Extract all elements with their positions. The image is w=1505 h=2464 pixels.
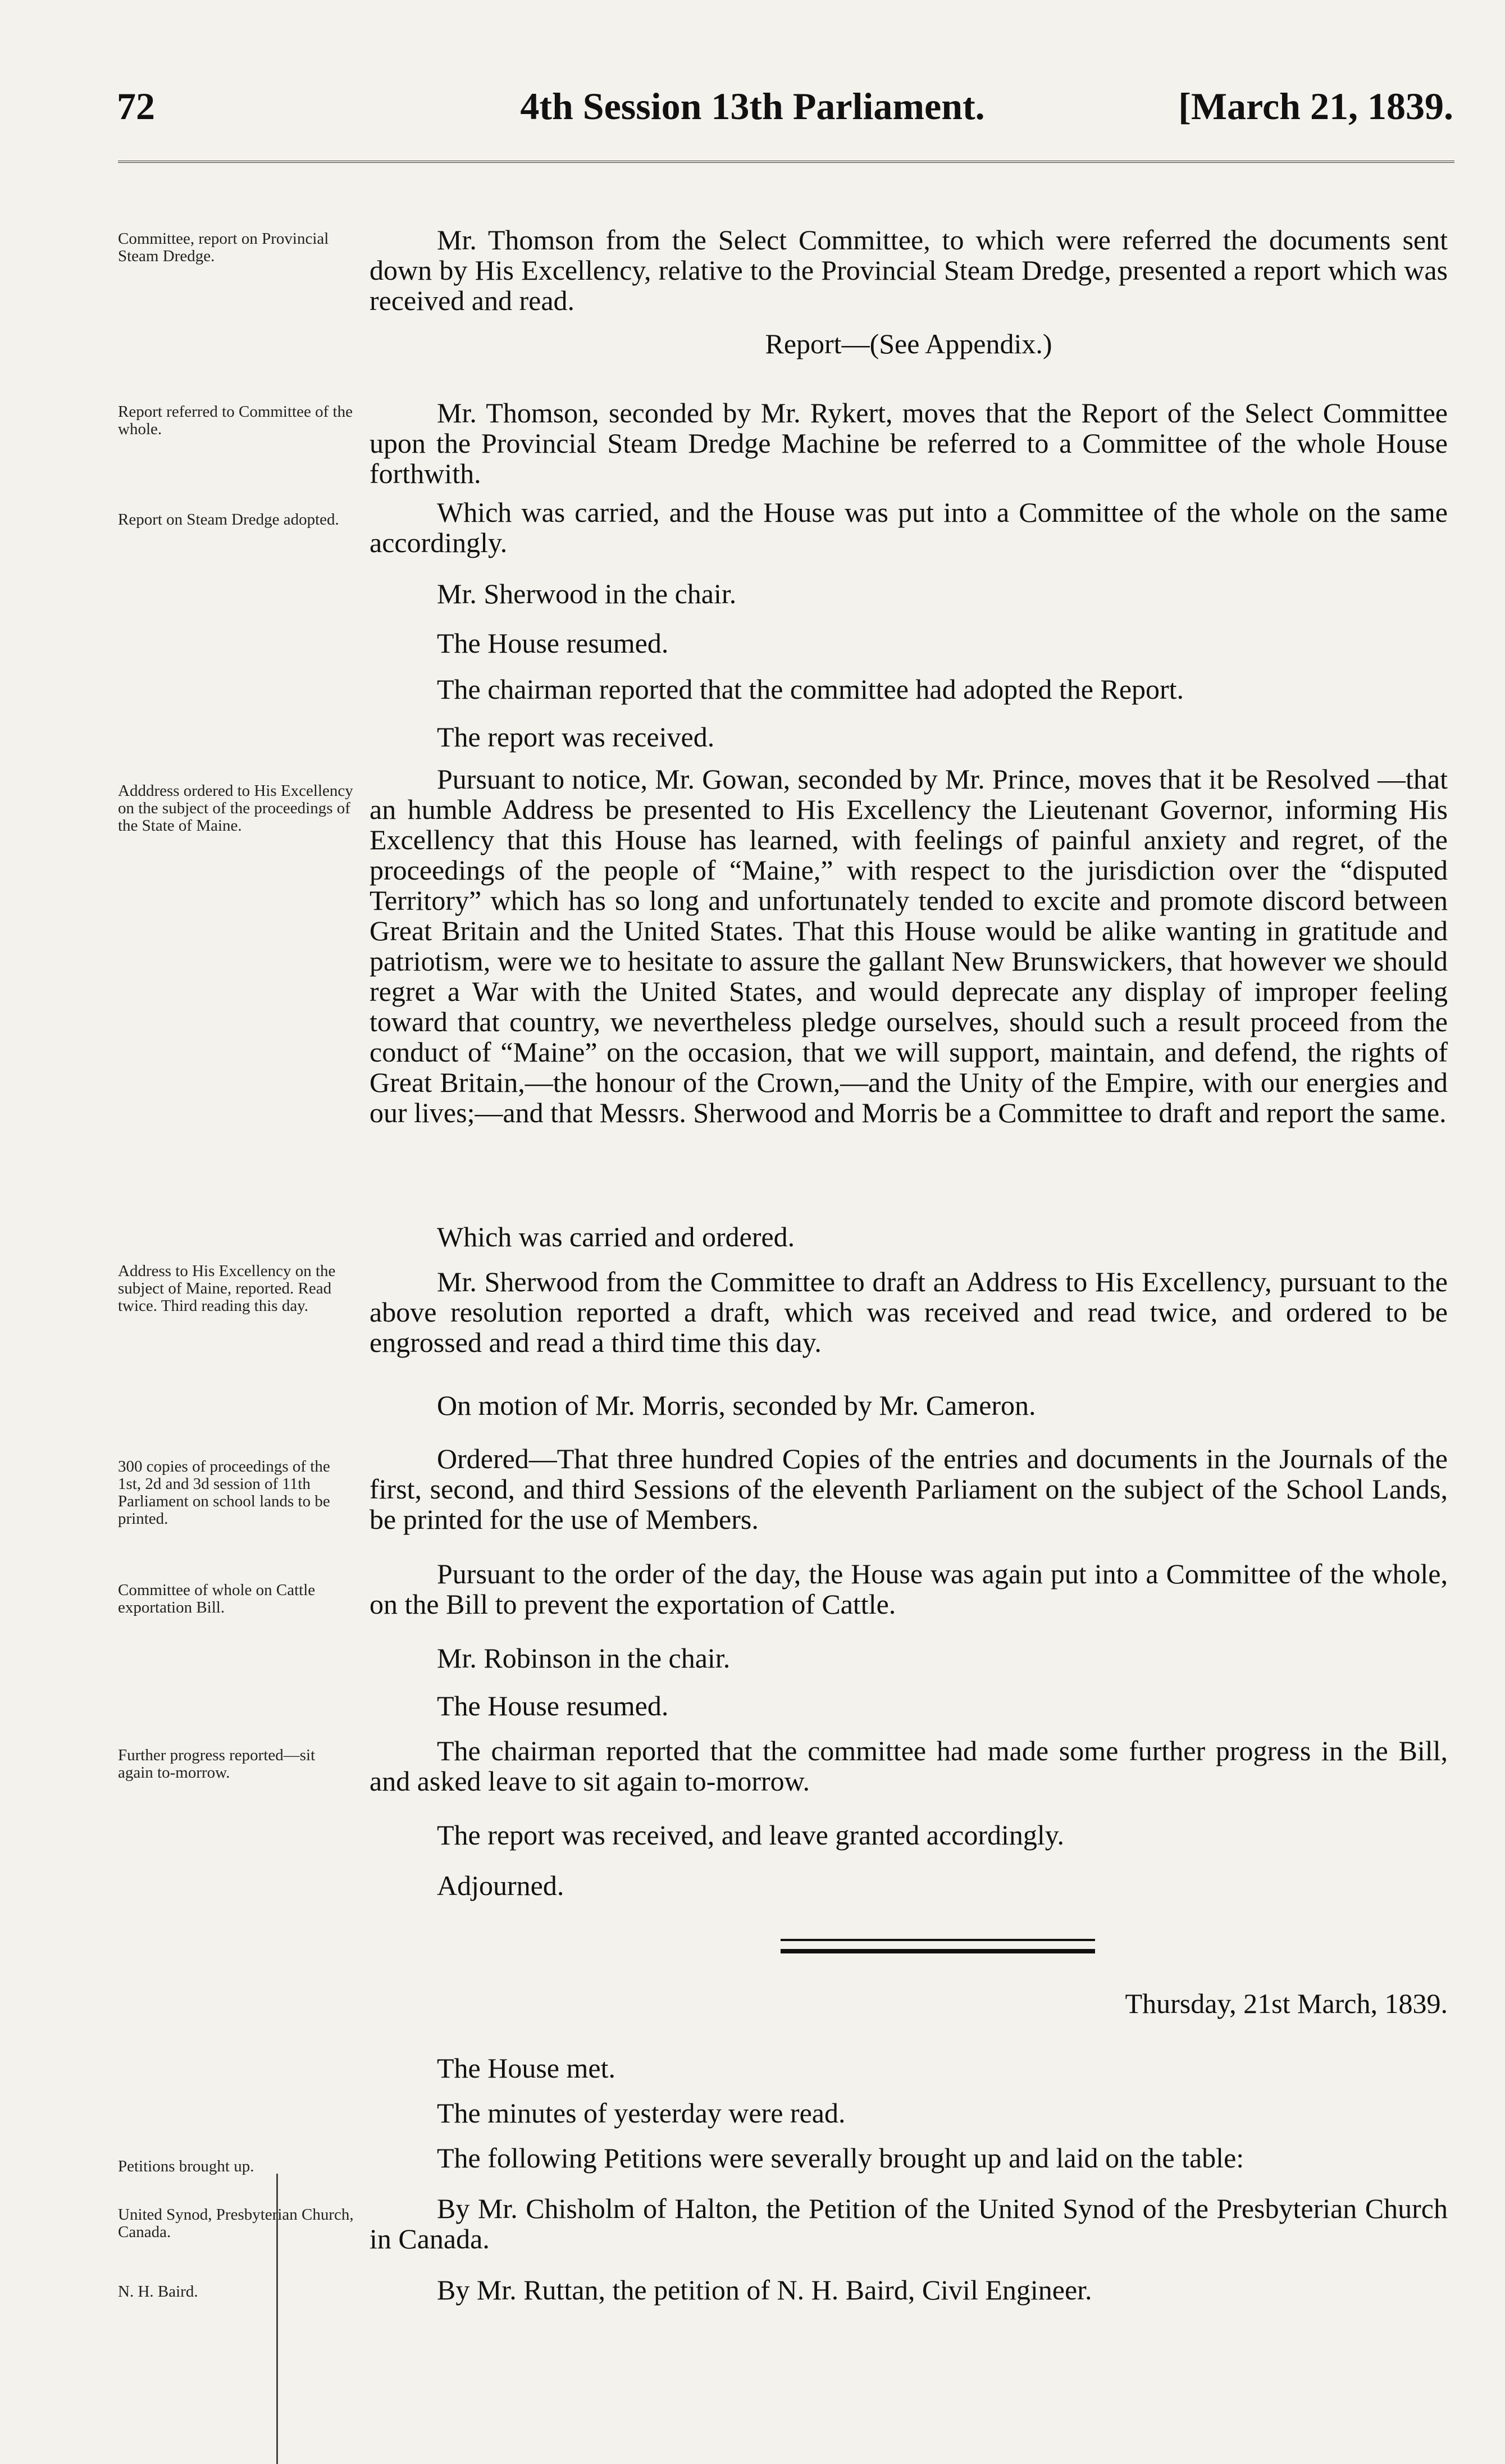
margin-note: Petitions brought up. <box>118 2157 254 2175</box>
margin-note: Report referred to Committee of the whole. <box>118 403 353 438</box>
header-rule <box>118 161 1454 163</box>
paragraph: Mr. Sherwood in the chair. <box>437 578 737 609</box>
margin-note: Address to His Excellency on the subject of Maine, reported. Read twice. Third reading this day. <box>118 1262 336 1315</box>
paragraph: The House met. <box>437 2052 615 2084</box>
paragraph: The report was received. <box>437 721 715 753</box>
paragraph: By Mr. Chisholm of Halton, the Petition of the United Synod of the Presbyterian Church in Canada. <box>370 2193 1448 2255</box>
margin-note: Report on Steam Dredge adopted. <box>118 511 339 529</box>
paragraph: The minutes of yesterday were read. <box>437 2097 846 2129</box>
paragraph: The following Petitions were severally brought up and laid on the table: <box>437 2142 1244 2174</box>
paragraph: Which was carried, and the House was put into a Committee of the whole on the same accordingly. <box>370 497 1448 558</box>
header-date: [March 21, 1839. <box>1178 85 1453 127</box>
margin-note: United Synod, Presbyterian Church, Canada. <box>118 2206 354 2241</box>
paragraph: The House resumed. <box>437 1690 669 1721</box>
section-divider <box>781 1939 1095 1953</box>
paragraph: Mr. Sherwood from the Committee to draft an Address to His Excellency, pursuant to the above resolution reported a draft, which was received and read twice, and ordered to be engrossed and read a third time this day. <box>370 1266 1448 1358</box>
paragraph: On motion of Mr. Morris, seconded by Mr. Cameron. <box>437 1390 1036 1421</box>
margin-note: N. H. Baird. <box>118 2283 198 2301</box>
margin-note: Adddress ordered to His Excellency on the subject of the proceedings of the State of Maine. <box>118 782 353 835</box>
paragraph: Mr. Thomson, seconded by Mr. Rykert, moves that the Report of the Select Committee upon the Provincial Steam Dredge Machine be referred to a Committee of the whole House forthwith. <box>370 397 1448 489</box>
margin-note: 300 copies of proceedings of the 1st, 2d and 3d session of 11th Parliament on school lands to be printed. <box>118 1458 330 1528</box>
paragraph: Pursuant to the order of the day, the House was again put into a Committee of the whole, on the Bill to prevent the exportation of Cattle. <box>370 1558 1448 1620</box>
paragraph: The chairman reported that the committee had adopted the Report. <box>437 673 1184 705</box>
paragraph: Which was carried and ordered. <box>437 1221 795 1253</box>
running-title: 4th Session 13th Parliament. <box>520 85 985 127</box>
page-number: 72 <box>117 85 155 127</box>
paragraph: Mr. Robinson in the chair. <box>437 1642 731 1674</box>
appendix-reference: Report—(See Appendix.) <box>765 328 1052 359</box>
margin-note: Committee, report on Provincial Steam Dredge. <box>118 230 329 265</box>
margin-rule <box>276 2174 278 2464</box>
page-header <box>0 84 1505 146</box>
resolution-paragraph: Pursuant to notice, Mr. Gowan, seconded by Mr. Prince, moves that it be Resolved —that an humble Address be presented to His Excellency the Lieutenant Governor, informing His Excellency that this House has learned, with feelings of painful anxiety and regret, of the proceedings of the people of “Maine,” with respect to the jurisdiction over the “disputed Territory” which has so long and unfortunately tended to excite and promote discord between Great Britain and the United States. That this House would be alike wanting in gratitude and patriotism, were we to hesitate to assure the gallant New Brunswickers, that however we should regret a War with the United States, and would deprecate any display of improper feeling toward that country, we nevertheless pledge ourselves, should such a result proceed from the conduct of “Maine” on the occasion, that we will support, maintain, and defend, the rights of Great Britain,—the honour of the Crown,—and the Unity of the Empire, with our energies and our lives;—and that Messrs. Sherwood and Morris be a Committee to draft and report the same. <box>370 763 1448 1128</box>
paragraph: By Mr. Ruttan, the petition of N. H. Baird, Civil Engineer. <box>437 2274 1092 2306</box>
paragraph: The chairman reported that the committee had made some further progress in the Bill, and asked leave to sit again to-morrow. <box>370 1735 1448 1797</box>
order-paragraph: Ordered—That three hundred Copies of the entries and documents in the Journals of the first, second, and third Sessions of the eleventh Parliament on the subject of the School Lands, be printed for the use of Members. <box>370 1443 1448 1535</box>
margin-note: Further progress reported—sit again to-morrow. <box>118 1746 316 1782</box>
paragraph: Mr. Thomson from the Select Committee, to which were referred the documents sent down by His Excellency, relative to the Provincial Steam Dredge, presented a report which was received and read. <box>370 224 1448 316</box>
dateline: Thursday, 21st March, 1839. <box>1125 1988 1448 2019</box>
paragraph: The report was received, and leave granted accordingly. <box>437 1819 1065 1851</box>
margin-note: Committee of whole on Cattle exportation Bill. <box>118 1581 316 1616</box>
paragraph: The House resumed. <box>437 627 669 659</box>
paragraph: Adjourned. <box>437 1870 564 1901</box>
